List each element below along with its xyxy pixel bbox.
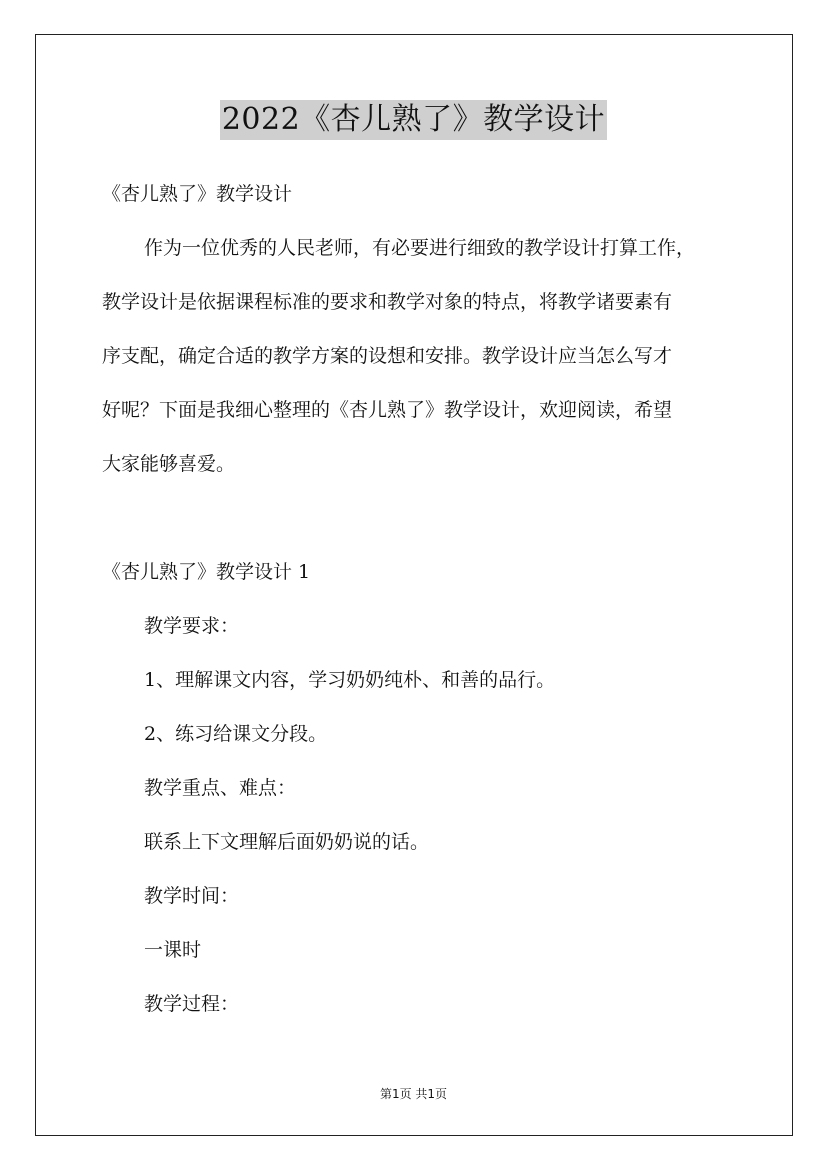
document-title-wrap [0, 100, 827, 140]
section-line-7: 一课时 [144, 939, 202, 961]
section-line-3: 2、练习给课文分段。 [144, 723, 328, 745]
intro-line-1: 作为一位优秀的人民老师，有必要进行细致的教学设计打算工作， [144, 237, 696, 259]
subtitle: 《杏儿熟了》教学设计 [102, 183, 293, 205]
page-footer: 第1页 共1页 [379, 1087, 448, 1101]
intro-line-2: 教学设计是依据课程标准的要求和教学对象的特点，将教学诸要素有 [102, 291, 673, 313]
document-title: 2022《杏儿熟了》教学设计 [220, 100, 607, 140]
section-line-6: 教学时间： [144, 885, 240, 907]
section-line-5: 联系上下文理解后面奶奶说的话。 [144, 831, 430, 853]
section-line-8: 教学过程： [144, 993, 240, 1015]
intro-line-4: 好呢？下面是我细心整理的《杏儿熟了》教学设计，欢迎阅读，希望 [102, 399, 673, 421]
intro-line-5: 大家能够喜爱。 [102, 453, 236, 475]
section-line-1: 教学要求： [144, 615, 240, 637]
intro-line-3: 序支配，确定合适的教学方案的设想和安排。教学设计应当怎么写才 [102, 345, 673, 367]
section-line-4: 教学重点、难点： [144, 777, 297, 799]
section-line-2: 1、理解课文内容，学习奶奶纯朴、和善的品行。 [144, 669, 556, 691]
section-heading: 《杏儿熟了》教学设计 1 [102, 561, 311, 583]
